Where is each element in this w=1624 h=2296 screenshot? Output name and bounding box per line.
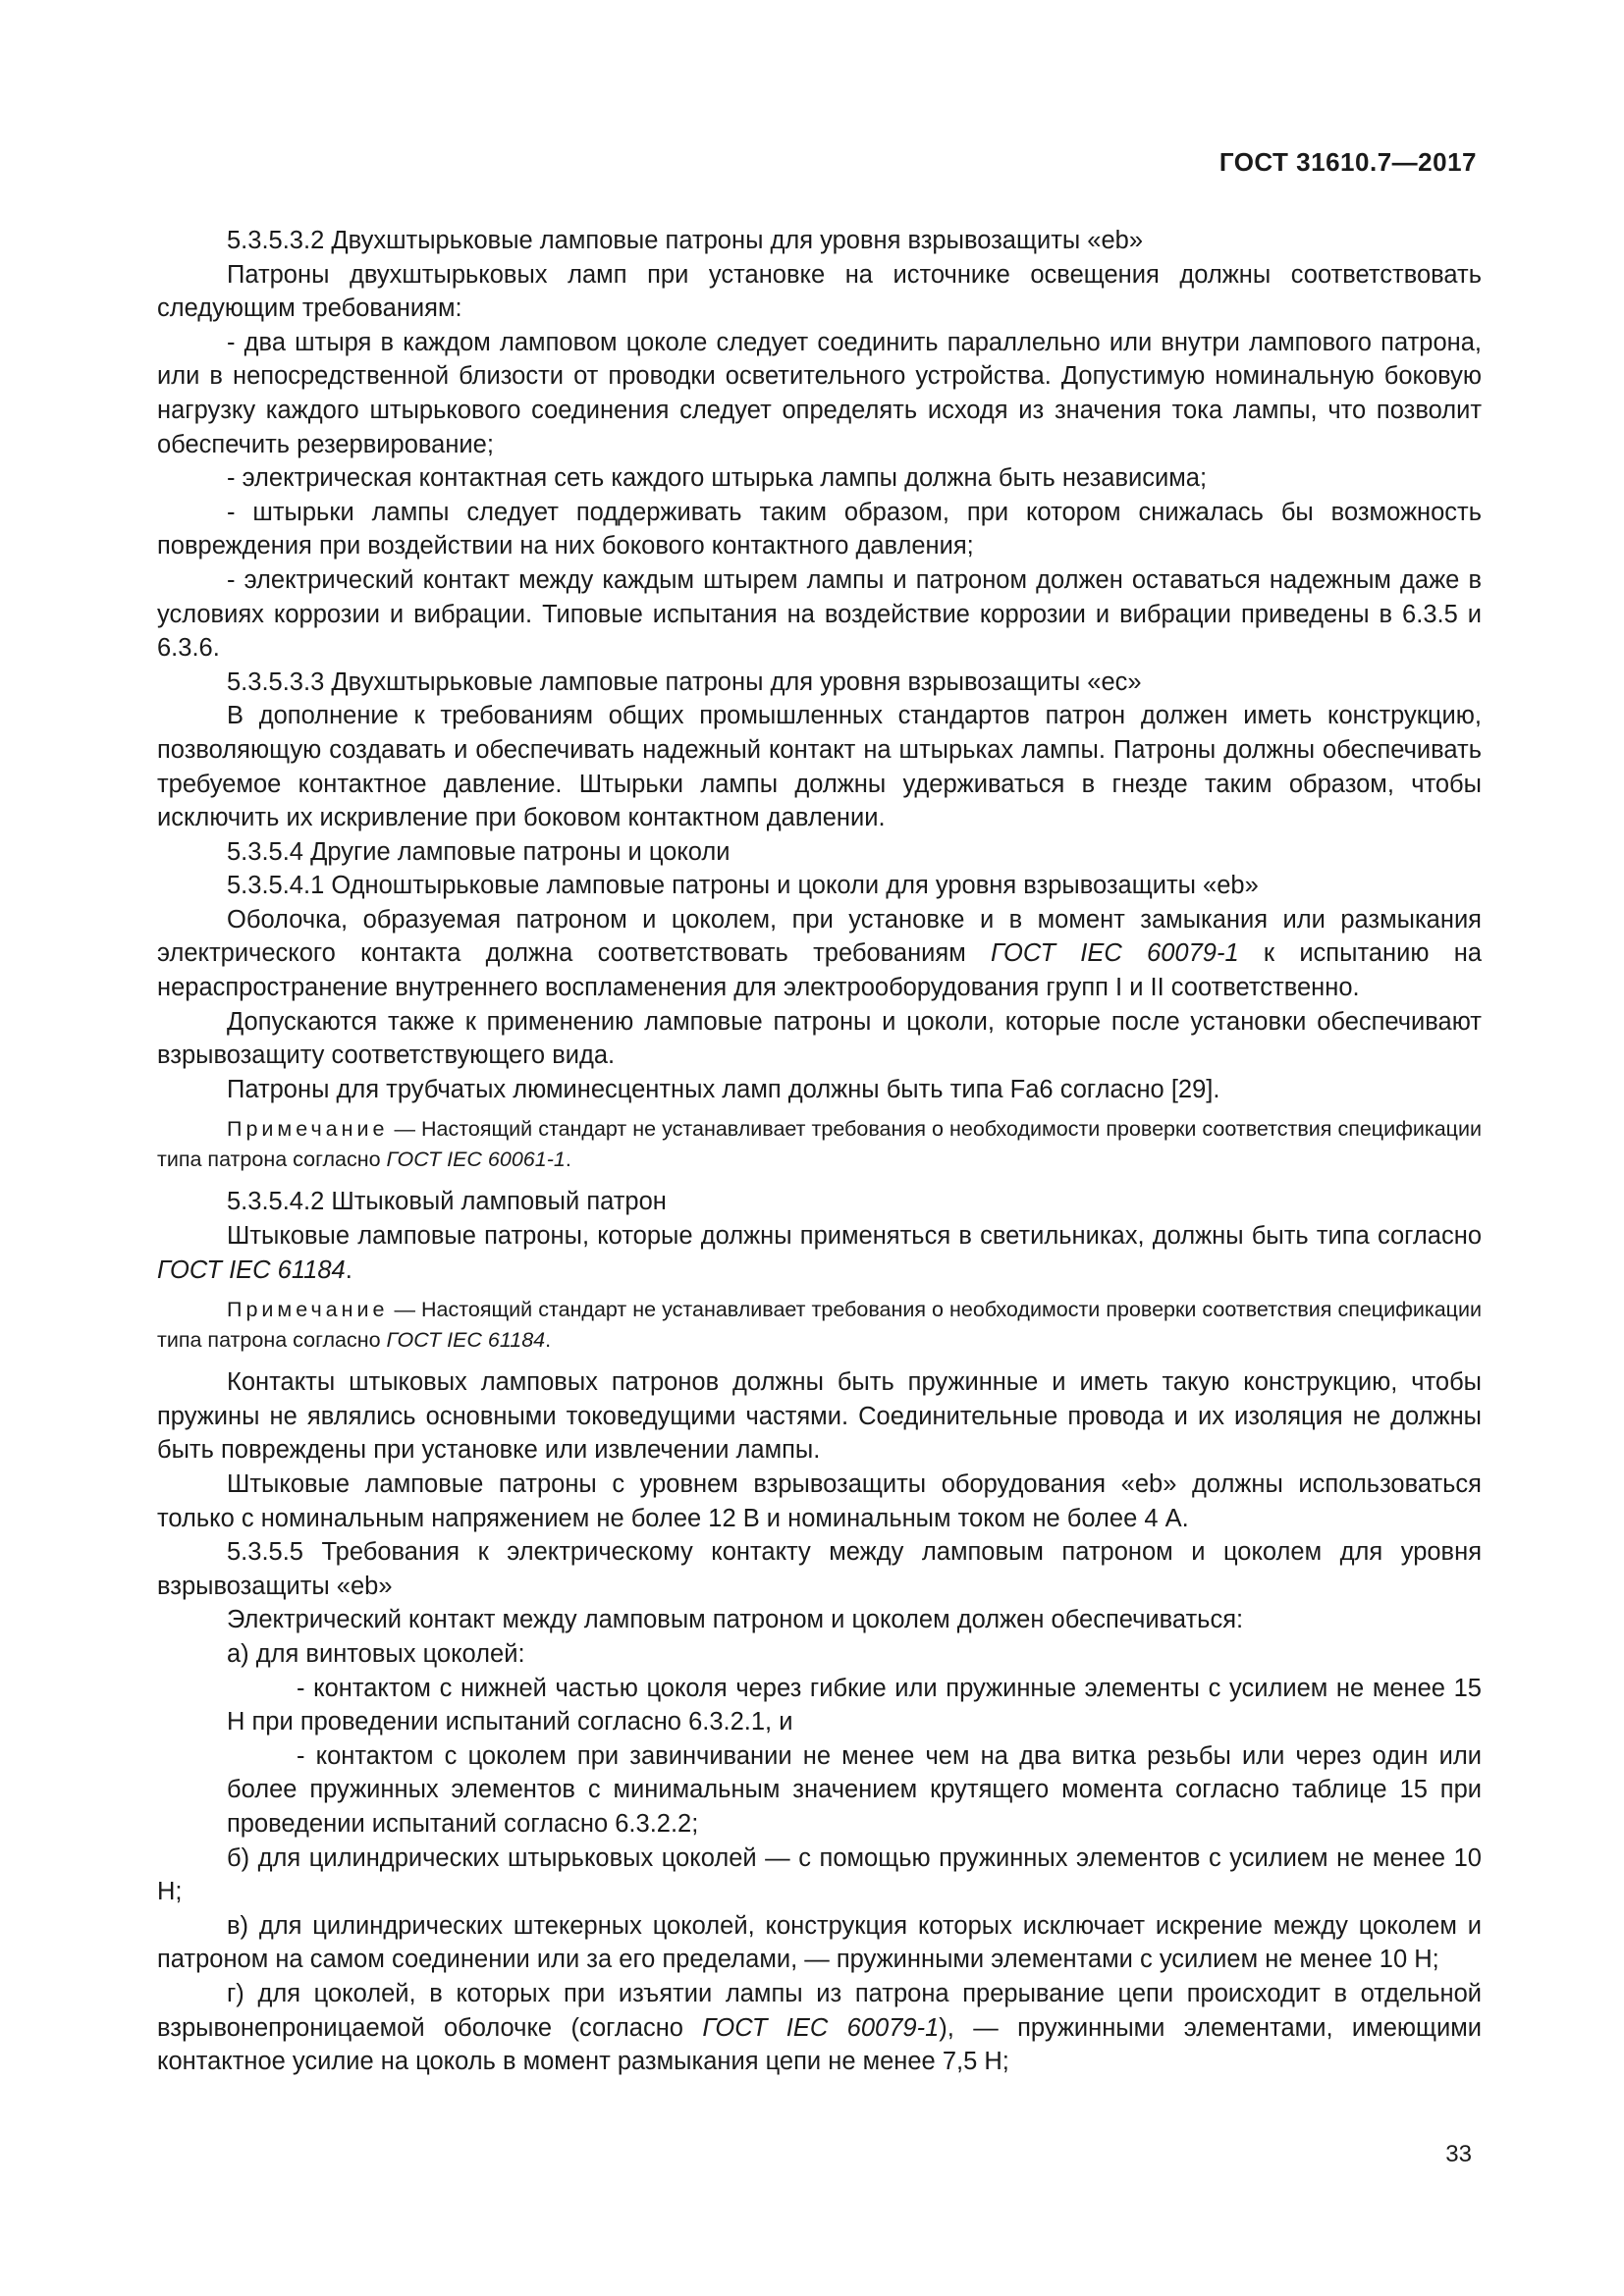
- list-item: - два штыря в каждом ламповом цоколе следует соединить параллельно или внутри лампового патрона, или в непосредственной близости от проводки осветительного устройства. Допустимую номинальную боковую нагрузку каждого штырькового соединения следует определять исходя из значения тока лампы, что позволит обеспечить резервирование;: [157, 328, 1482, 458]
- text-span: .: [345, 1255, 352, 1284]
- text-span: к испытанию на нераспространение внутреннего воспламенения для электрооборудования групп I и II соответственно.: [157, 939, 1482, 1002]
- page-number: 33: [1445, 2141, 1472, 2167]
- paragraph: Патроны для трубчатых люминесцентных ламп должны быть типа Fa6 согласно [29].: [227, 1075, 1220, 1103]
- standard-reference: ГОСТ IEC 61184: [386, 1328, 546, 1353]
- clause-heading: 5.3.5.4.2 Штыковый ламповый патрон: [227, 1188, 667, 1216]
- standard-reference: ГОСТ IEC 61184: [157, 1255, 346, 1284]
- document-body: [157, 224, 1482, 2079]
- note: [157, 1114, 1482, 1175]
- text-span: Штыковые ламповые патроны, которые должны применяться в светильниках, должны быть типа согласно: [227, 1222, 1482, 1251]
- paragraph: Патроны двухштырьковых ламп при установке на источнике освещения должны соответствовать следующим требованиям:: [157, 260, 1482, 323]
- paragraph: Допускаются также к применению ламповые патроны и цоколи, которые после установки обеспечивают взрывозащиту соответствующего вида.: [157, 1007, 1482, 1070]
- text-span: — Настоящий стандарт не устанавливает требования о необходимости проверки соответствия спецификации типа патрона согласно: [157, 1117, 1482, 1172]
- text-span: .: [565, 1148, 571, 1172]
- paragraph: Штыковые ламповые патроны с уровнем взрывозащиты оборудования «eb» должны использоваться только с номинальным напряжением не более 12 В и номинальным током не более 4 А.: [157, 1470, 1482, 1532]
- list-item: - электрическая контактная сеть каждого штырька лампы должна быть независима;: [227, 464, 1208, 493]
- standard-reference: ГОСТ IEC 60079-1: [702, 2013, 940, 2042]
- paragraph: В дополнение к требованиям общих промышленных стандартов патрон должен иметь конструкцию, позволяющую создавать и обеспечивать надежный контакт на штырьках лампы. Патроны должны обеспечивать требуемое контактное давление. Штырьки лампы должны удерживаться в гнезде таким образом, чтобы исключить их искривление при боковом контактном давлении.: [157, 702, 1482, 832]
- text-span: Оболочка, образуемая патроном и цоколем, при установке и в момент замыкания или размыкания электрического контакта должна соответствовать требованиям: [157, 905, 1482, 968]
- document-code: ГОСТ 31610.7—2017: [1218, 147, 1477, 177]
- paragraph: [157, 903, 1482, 1005]
- list-item: а) для винтовых цоколей:: [227, 1639, 525, 1668]
- list-item: [157, 1977, 1482, 2079]
- text-span: ), — пружинными элементами, имеющими контактное усилие на цоколь в момент размыкания цепи не менее 7,5 Н;: [157, 2013, 1483, 2076]
- clause-heading: 5.3.5.4 Другие ламповые патроны и цоколи: [227, 837, 731, 866]
- standard-reference: ГОСТ IEC 60079-1: [991, 939, 1239, 968]
- clause-heading: 5.3.5.3.2 Двухштырьковые ламповые патроны для уровня взрывозащиты «eb»: [227, 227, 1144, 254]
- text-span: г) для цоколей, в которых при изъятии лампы из патрона прерывание цепи происходит в отдельной взрывонепроницаемой оболочке (согласно: [157, 1979, 1482, 2042]
- sub-list-item: - контактом с цоколем при завинчивании не менее чем на два витка резьбы или через один или более пружинных элементов с минимальным значением крутящего момента согласно таблице 15 при проведении испытаний согласно 6.3.2.2;: [227, 1741, 1482, 1838]
- list-item: в) для цилиндрических штекерных цоколей, конструкция которых исключает искрение между цоколем и патроном на самом соединении или за его пределами, — пружинными элементами с усилием не менее 10 Н;: [157, 1911, 1482, 1974]
- list-item: б) для цилиндрических штырьковых цоколей — с помощью пружинных элементов с усилием не менее 10 Н;: [157, 1843, 1482, 1906]
- text-span: .: [545, 1328, 552, 1353]
- standard-reference: ГОСТ IEC 60061-1: [386, 1148, 566, 1172]
- list-item: - штырьки лампы следует поддерживать таким образом, при котором снижалась бы возможность повреждения при воздействии на них бокового контактного давления;: [157, 498, 1482, 561]
- text-span: — Настоящий стандарт не устанавливает требования о необходимости проверки соответствия спецификации типа патрона согласно: [157, 1298, 1482, 1353]
- clause-heading: 5.3.5.4.1 Одноштырьковые ламповые патроны и цоколи для уровня взрывозащиты «eb»: [227, 872, 1259, 900]
- note-label: Примечание: [227, 1298, 389, 1322]
- clause-heading: 5.3.5.5 Требования к электрическому контакту между ламповым патроном и цоколем для уровня взрывозащиты «eb»: [157, 1538, 1482, 1600]
- paragraph: [157, 1219, 1482, 1287]
- sub-list-item: - контактом с нижней частью цоколя через гибкие или пружинные элементы с усилием не менее 15 Н при проведении испытаний согласно 6.3.2.1, и: [227, 1674, 1482, 1736]
- note: [157, 1295, 1482, 1356]
- note-label: Примечание: [227, 1117, 389, 1142]
- clause-heading: 5.3.5.3.3 Двухштырьковые ламповые патроны для уровня взрывозащиты «ec»: [227, 667, 1142, 696]
- paragraph: Контакты штыковых ламповых патронов должны быть пружинные и иметь такую конструкцию, чтобы пружины не являлись основными токоведущими частями. Соединительные провода и их изоляция не должны быть повреждены при установке или извлечении лампы.: [157, 1368, 1482, 1465]
- paragraph: Электрический контакт между ламповым патроном и цоколем должен обеспечиваться:: [227, 1606, 1244, 1634]
- list-item: - электрический контакт между каждым штырем лампы и патроном должен оставаться надежным даже в условиях коррозии и вибрации. Типовые испытания на воздействие коррозии и вибрации приведены в 6.3.5 и 6.3.6.: [157, 565, 1482, 663]
